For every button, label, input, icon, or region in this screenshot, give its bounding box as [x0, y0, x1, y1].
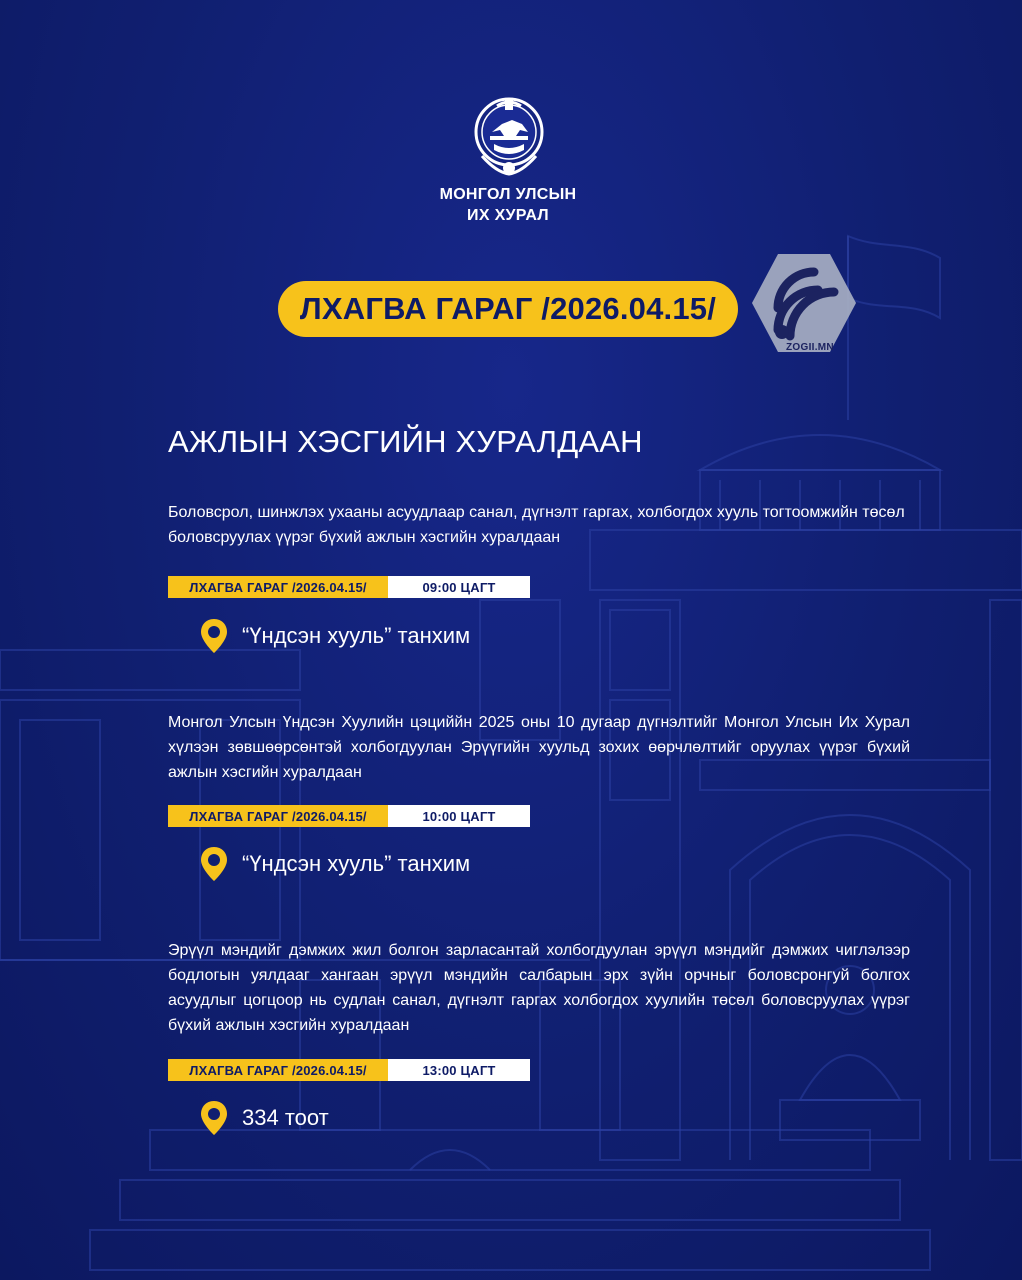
zogii-logo-icon: [752, 252, 856, 354]
organization-name-line2: ИХ ХУРАЛ: [467, 207, 549, 224]
meeting-3-description: Эрүүл мэндийг дэмжих жил болгон зарласантай холбогдуулан эрүүл мэндийг дэмжих чиглэлээр бодлогын уялдааг хангаан эрүүл мэндийн салбарын эрх зүйн орчныг боловсронгуй болгох асуудлыг цогцоор нь судлан санал, дүгнэлт гаргах холбогдох хуулийн төсөл боловсруулах үүрэг бүхий ажлын хэсгийн хуралдаан: [168, 942, 910, 1034]
meeting-1-location-text: “Үндсэн хууль” танхим: [242, 623, 471, 648]
organization-name-line1: МОНГОЛ УЛСЫН: [439, 186, 577, 203]
meeting-2-time: 10:00 ЦАГТ: [388, 805, 530, 827]
meeting-3-date: ЛХАГВА ГАРАГ /2026.04.15/: [168, 1059, 388, 1081]
watermark-label: ZOGII.MN: [786, 342, 834, 353]
meeting-1-location: [200, 618, 470, 654]
meeting-3-location-text: 334 тоот: [242, 1105, 329, 1130]
meeting-1-date: ЛХАГВА ГАРАГ /2026.04.15/: [168, 576, 388, 598]
meeting-1-description: Боловсрол, шинжлэх ухааны асуудлаар санал, дүгнэлт гаргах, холбогдох хууль тогтоомжийн төсөл боловсруулах үүрэг бүхий ажлын хэсгийн хуралдаан: [168, 504, 905, 546]
meeting-3-location: [200, 1100, 329, 1136]
meeting-2-date: ЛХАГВА ГАРАГ /2026.04.15/: [168, 805, 388, 827]
location-pin-icon: [200, 618, 228, 654]
meeting-2-description: Монгол Улсын Үндсэн Хуулийн цэциййн 2025 оны 10 дугаар дүгнэлтийг Монгол Улсын Их Хурал хүлээн зөвшөөрсөнтэй холбогдуулан Эрүүгийн хуульд зохих өөрчлөлтийг оруулах үүрэг бүхий ажлын хэсгийн хуралдаан: [168, 714, 910, 781]
state-emblem-icon: [472, 96, 546, 178]
meeting-2-location: [200, 846, 470, 882]
meeting-2-time-strip: [168, 805, 530, 827]
meeting-1-time: 09:00 ЦАГТ: [388, 576, 530, 598]
meeting-3-time-strip: [168, 1059, 530, 1081]
meeting-1-time-strip: [168, 576, 530, 598]
location-pin-icon: [200, 1100, 228, 1136]
meeting-2-location-text: “Үндсэн хууль” танхим: [242, 851, 471, 876]
date-pill: ЛХАГВА ГАРАГ /2026.04.15/: [278, 281, 738, 337]
location-pin-icon: [200, 846, 228, 882]
section-title: АЖЛЫН ХЭСГИЙН ХУРАЛДААН: [168, 424, 643, 459]
meeting-3-time: 13:00 ЦАГТ: [388, 1059, 530, 1081]
